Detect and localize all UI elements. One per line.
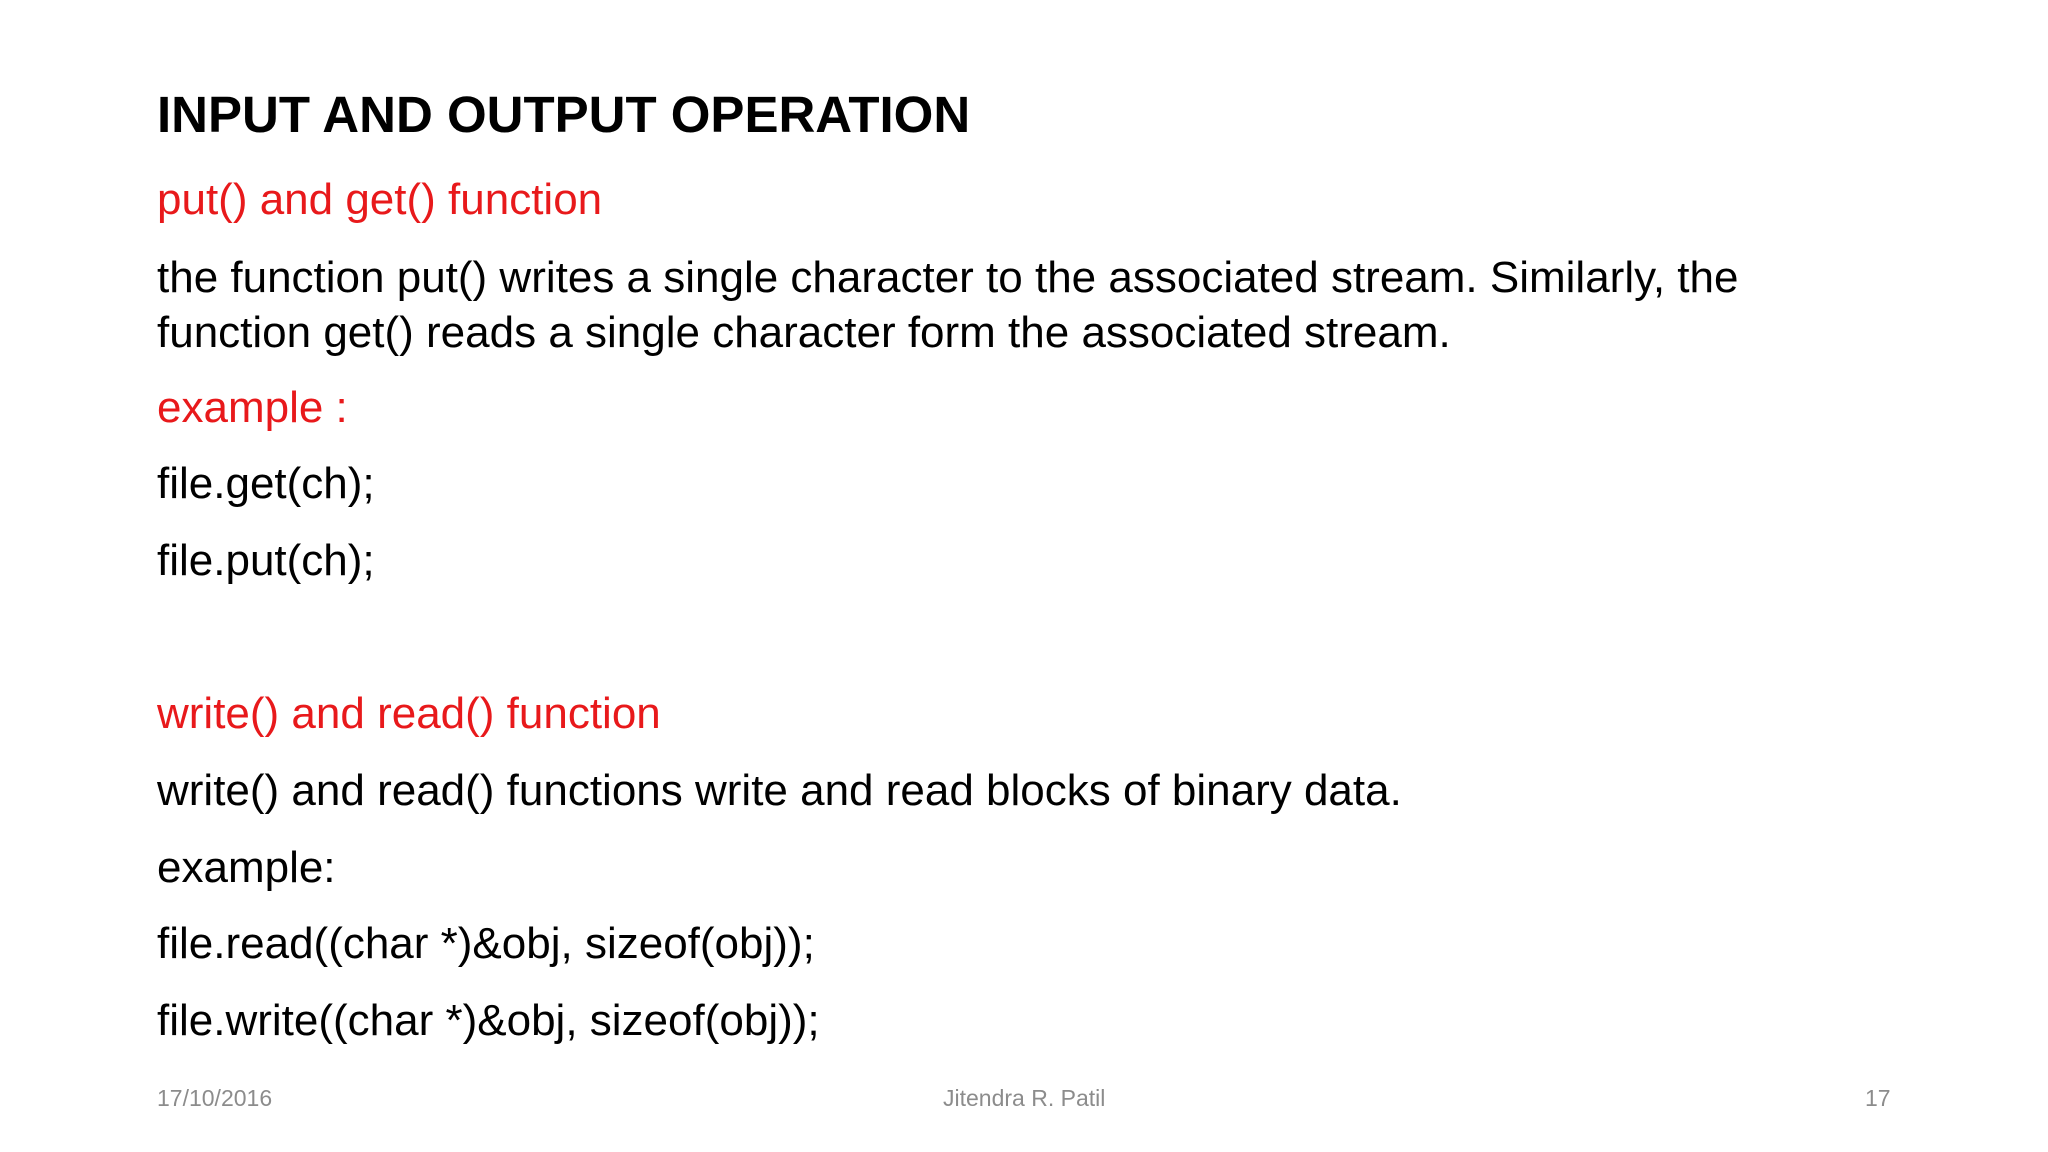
slide-title: INPUT AND OUTPUT OPERATION: [157, 86, 971, 143]
code-line-get: file.get(ch);: [157, 459, 375, 508]
section2-description: write() and read() functions write and read blocks of binary data.: [157, 766, 1402, 815]
code-line-put: file.put(ch);: [157, 536, 375, 585]
footer-date: 17/10/2016: [157, 1085, 273, 1111]
footer-author: Jitendra R. Patil: [943, 1085, 1106, 1111]
section2-heading: write() and read() function: [157, 689, 661, 738]
section1-example-label: example :: [157, 383, 348, 432]
section1-description: the function put() writes a single character to the associated stream. Similarly, the function get() reads a single character form the associated stream.: [157, 253, 1739, 357]
code-line-write: file.write((char *)&obj, sizeof(obj));: [157, 996, 820, 1045]
section1-heading: put() and get() function: [157, 175, 603, 224]
footer-page-number: 17: [1865, 1085, 1891, 1111]
section2-example-label: example:: [157, 843, 336, 892]
code-line-read: file.read((char *)&obj, sizeof(obj));: [157, 919, 815, 968]
